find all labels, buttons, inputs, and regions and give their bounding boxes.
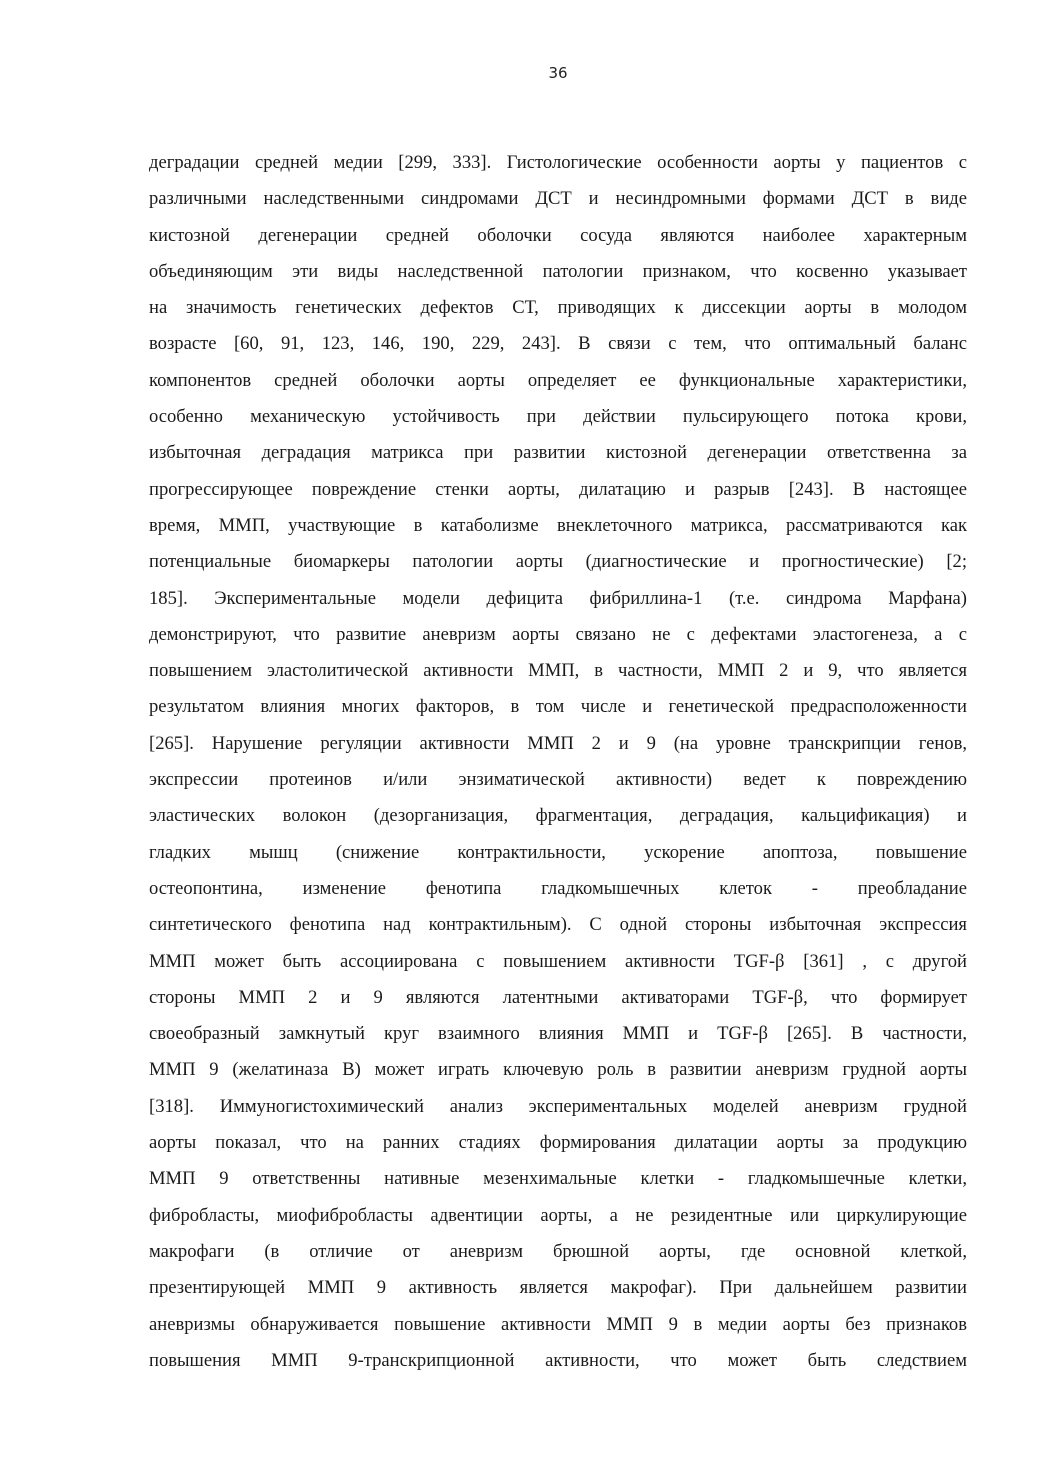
text-line: время, ММП, участвующие в катаболизме внеклеточного матрикса, рассматриваются как [149, 514, 967, 536]
text-line: ММП может быть ассоциирована с повышением активности TGF-β [361] , с другой [149, 950, 967, 972]
text-line: остеопонтина, изменение фенотипа гладкомышечных клеток - преобладание [149, 877, 967, 899]
text-line: повышением эластолитической активности ММП, в частности, ММП 2 и 9, что является [149, 660, 967, 682]
text-line: эластических волокон (дезорганизация, фрагментация, деградация, кальцификация) и [149, 805, 967, 827]
text-line: ММП 9 ответственны нативные мезенхимальные клетки - гладкомышечные клетки, [149, 1168, 967, 1190]
text-line: прогрессирующее повреждение стенки аорты, дилатацию и разрыв [243]. В настоящее [149, 478, 967, 500]
text-line: результатом влияния многих факторов, в том числе и генетической предрасположенности [149, 696, 967, 718]
text-line: 185]. Экспериментальные модели дефицита фибриллина-1 (т.е. синдрома Марфана) [149, 587, 967, 609]
text-line: синтетического фенотипа над контрактильным). С одной стороны избыточная экспрессия [149, 914, 967, 936]
text-line: экспрессии протеинов и/или энзиматической активности) ведет к повреждению [149, 769, 967, 791]
text-line: компонентов средней оболочки аорты определяет ее функциональные характеристики, [149, 369, 967, 391]
text-line: аневризмы обнаруживается повышение активности ММП 9 в медии аорты без признаков [149, 1313, 967, 1335]
text-line: [318]. Иммуногистохимический анализ экспериментальных моделей аневризм грудной [149, 1095, 967, 1117]
page-number: 36 [548, 64, 568, 82]
text-line: фибробласты, миофибробласты адвентиции аорты, а не резидентные или циркулирующие [149, 1204, 967, 1226]
text-line: на значимость генетических дефектов СТ, приводящих к диссекции аорты в молодом [149, 297, 967, 319]
text-line: макрофаги (в отличие от аневризм брюшной аорты, где основной клеткой, [149, 1240, 967, 1262]
text-line: аорты показал, что на ранних стадиях формирования дилатации аорты за продукцию [149, 1132, 967, 1154]
text-line: кистозной дегенерации средней оболочки сосуда являются наиболее характерным [149, 224, 967, 246]
text-line: ММП 9 (желатиназа В) может играть ключевую роль в развитии аневризм грудной аорты [149, 1059, 967, 1081]
text-line: [265]. Нарушение регуляции активности ММП 2 и 9 (на уровне транскрипции генов, [149, 732, 967, 754]
text-line: гладких мышц (снижение контрактильности, ускорение апоптоза, повышение [149, 841, 967, 863]
body-text [149, 145, 967, 1379]
text-line: своеобразный замкнутый круг взаимного влияния ММП и TGF-β [265]. В частности, [149, 1023, 967, 1045]
text-line: различными наследственными синдромами ДСТ и несиндромными формами ДСТ в виде [149, 188, 967, 210]
text-line: деградации средней медии [299, 333]. Гистологические особенности аорты у пациентов с [149, 152, 967, 173]
text-line: потенциальные биомаркеры патологии аорты (диагностические и прогностические) [2; [149, 551, 967, 573]
text-line: демонстрируют, что развитие аневризм аорты связано не с дефектами эластогенеза, а с [149, 623, 967, 645]
text-line: особенно механическую устойчивость при действии пульсирующего потока крови, [149, 406, 967, 428]
text-line: презентирующей ММП 9 активность является макрофаг). При дальнейшем развитии [149, 1277, 967, 1299]
text-line: избыточная деградация матрикса при развитии кистозной дегенерации ответственна за [149, 442, 967, 464]
text-line: повышения ММП 9-транскрипционной активности, что может быть следствием [149, 1349, 967, 1371]
text-line: стороны ММП 2 и 9 являются латентными активаторами TGF-β, что формирует [149, 986, 967, 1008]
text-line: возрасте [60, 91, 123, 146, 190, 229, 243]. В связи с тем, что оптимальный баланс [149, 333, 967, 355]
text-line: объединяющим эти виды наследственной патологии признаком, что косвенно указывает [149, 260, 967, 282]
